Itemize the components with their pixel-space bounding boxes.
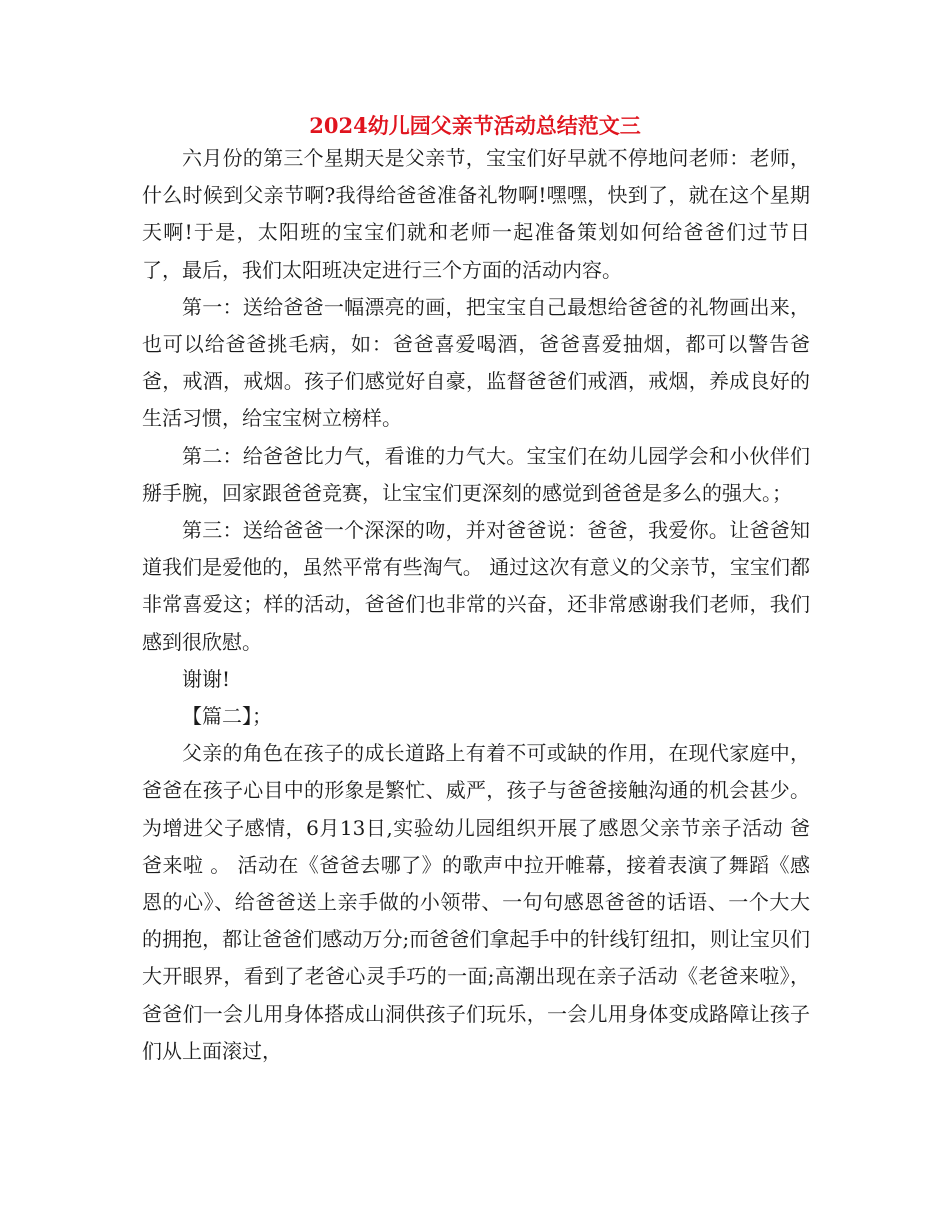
document-body (142, 140, 810, 1070)
paragraph-intro: 六月份的第三个星期天是父亲节，宝宝们好早就不停地问老师：老师，什么时候到父亲节啊?我得给爸爸准备礼物啊!嘿嘿，快到了，就在这个星期天啊!于是，太阳班的宝宝们就和老师一起准备策划如何给爸爸们过节日了，最后，我们太阳班决定进行三个方面的活动内容。 (142, 146, 810, 282)
section-heading-part-two: 【篇二】； (182, 704, 272, 729)
document-title: 2024幼儿园父亲节活动总结范文三 (309, 113, 641, 138)
paragraph-third-activity: 第三：送给爸爸一个深深的吻，并对爸爸说：爸爸，我爱你。让爸爸知道我们是爱他的，虽然平常有些淘气。 通过这次有意义的父亲节，宝宝们都非常喜爱这；样的活动，爸爸们也非常的兴奋，还非常感谢我们老师，我们感到很欣慰。 (142, 518, 810, 654)
paragraph-part-two: 父亲的角色在孩子的成长道路上有着不可或缺的作用，在现代家庭中，爸爸在孩子心目中的形象是繁忙、威严，孩子与爸爸接触沟通的机会甚少。为增进父子感情，6月13日,实验幼儿园组织开展了感恩父亲节亲子活动 爸爸来啦 。 活动在《爸爸去哪了》的歌声中拉开帷幕，接着表演了舞蹈《感恩的心》、给爸爸送上亲手做的小领带、一句句感恩爸爸的话语、一个大大的拥抱，都让爸爸们感动万分;而爸爸们拿起手中的针线钉纽扣，则让宝贝们大开眼界，看到了老爸心灵手巧的一面;高潮出现在亲子活动《老爸来啦》，爸爸们一会儿用身体搭成山洞供孩子们玩乐，一会儿用身体变成路障让孩子们从上面滚过， (142, 741, 810, 1063)
paragraph-second-activity: 第二：给爸爸比力气，看谁的力气大。宝宝们在幼儿园学会和小伙伴们掰手腕，回家跟爸爸竞赛，让宝宝们更深刻的感觉到爸爸是多么的强大。； (142, 443, 810, 505)
paragraph-first-activity: 第一：送给爸爸一幅漂亮的画，把宝宝自己最想给爸爸的礼物画出来，也可以给爸爸挑毛病，如：爸爸喜爱喝酒，爸爸喜爱抽烟，都可以警告爸爸，戒酒，戒烟。孩子们感觉好自豪，监督爸爸们戒酒，戒烟，养成良好的生活习惯，给宝宝树立榜样。 (142, 294, 810, 431)
paragraph-thanks: 谢谢! (182, 666, 231, 691)
